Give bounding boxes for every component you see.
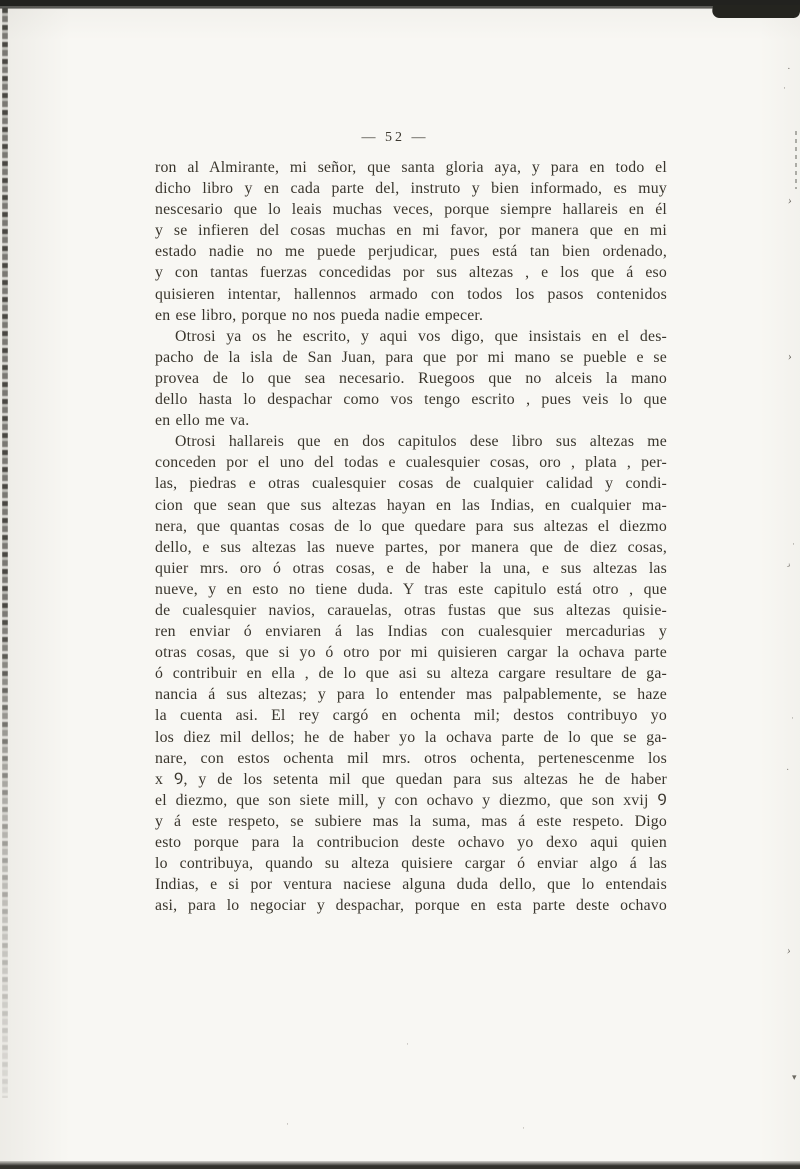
text-line: ren enviar ó enviaren á las Indias con cualesquier mercadurias y <box>155 623 667 641</box>
margin-dash-artifact <box>795 131 797 189</box>
text-line: y se infieren del cosas muchas en mi favor, por manera que en mi <box>155 222 667 240</box>
ink-speck: ▾ <box>792 1072 797 1082</box>
text-line: ó contribuir en ella , de lo que asi su alteza cargare resultare de ga- <box>155 665 667 683</box>
ink-speck: · <box>792 539 795 549</box>
ink-speck: · <box>783 83 786 93</box>
text-line: lo contribuya, quando su alteza quisiere cargar ó enviar algo á las <box>155 855 667 873</box>
text-line: pacho de la isla de San Juan, para que por mi mano se pueble e se <box>155 348 667 366</box>
text-line: dello, e sus altezas las nueve partes, por manera que de diez cosas, <box>155 538 667 556</box>
text-line: y con tantas fuerzas concedidas por sus altezas , e los que á eso <box>155 264 667 282</box>
text-line: nueve, y en esto no tiene duda. Y tras este capitulo está otro , que <box>155 580 667 598</box>
text-line: dello hasta lo despachar como vos tengo escrito , pues veis lo que <box>155 391 667 409</box>
ink-speck: › <box>787 192 793 208</box>
ink-speck: › <box>787 348 793 364</box>
text-line: esto porque para la contribucion deste ochavo yo dexo aqui quien <box>155 834 667 851</box>
ink-speck: · <box>522 1123 525 1133</box>
text-line: nera, que quantas cosas de lo que quedare para sus altezas el diezmo <box>155 517 667 535</box>
text-line: los diez mil dellos; he de haber yo la ochava parte de lo que se ga- <box>155 728 667 746</box>
text-line: el diezmo, que son siete mill, y con ochavo y diezmo, que son xvij Ꝯ <box>155 791 667 809</box>
text-line: nancia á sus altezas; y para lo entender mas palpablemente, se haze <box>155 686 667 704</box>
text-line: ron al Almirante, mi señor, que santa gloria aya, y para en todo el <box>155 159 667 176</box>
paragraph <box>155 326 667 431</box>
ink-speck: · <box>787 63 791 75</box>
paragraph <box>155 431 667 916</box>
text-line: cion que sean que sus altezas hayan en las Indias, en cualquier ma- <box>155 496 667 514</box>
text-line: la cuenta asi. El rey cargó en ochenta mil; destos contribuyo yo <box>155 707 667 725</box>
text-line: Otrosi ya os he escrito, y aqui vos digo, que insistais en el des- <box>175 327 667 345</box>
page-number: — 52 — <box>361 130 429 145</box>
text-line: dicho libro y en cada parte del, instruto y bien informado, es muy <box>155 180 667 198</box>
text-line: estado nadie no me puede perjudicar, pues está tan bien ordenado, <box>155 243 667 261</box>
text-line: conceden por el uno del todas e cualesquier cosas, oro , plata , per- <box>155 454 667 472</box>
ink-speck: · <box>786 765 790 776</box>
text-line: asi, para lo negociar y despachar, porque en esta parte deste ochavo <box>155 897 667 915</box>
scan-edge-bottom <box>0 1161 800 1169</box>
ink-speck: › <box>784 558 794 572</box>
text-line: nescesario que lo leais muchas veces, porque siempre hallareis en él <box>155 201 667 219</box>
scan-edge-top-blob <box>711 5 800 18</box>
text-line: en ello me va. <box>155 412 250 430</box>
text-line: las, piedras e otras cualesquier cosas de cualquier calidad y condi- <box>155 475 667 493</box>
text-line: quier mrs. oro ó otras cosas, e de haber la una, e sus altezas las <box>155 559 667 577</box>
text-line: Otrosi hallareis que en dos capitulos dese libro sus altezas me <box>175 433 667 451</box>
text-line: otras cosas, que si yo ó otro por mi quisieren cargar la ochava parte <box>155 644 667 662</box>
text-line: y á este respeto, se subiere mas la suma, mas á este respeto. Digo <box>155 812 667 830</box>
ink-speck: › <box>785 942 793 958</box>
ink-speck: · <box>286 1119 289 1129</box>
text-line: quisieren intentar, hallennos armado con todos los pasos contenidos <box>155 285 667 303</box>
ink-speck: · <box>791 713 794 723</box>
text-line: provea de lo que sea necesario. Ruegoos que no alceis la mano <box>155 369 667 387</box>
text-line: nare, con estos ochenta mil mrs. otros ochenta, pertenescenme los <box>155 749 667 767</box>
text-line: de cualesquier navios, carauelas, otras fustas que sus altezas quisie- <box>155 601 667 619</box>
text-line: en ese libro, porque no nos pueda nadie empecer. <box>155 306 484 324</box>
scan-edge-top <box>0 0 800 9</box>
paragraph <box>155 157 667 326</box>
text-line: x Ꝯ, y de los setenta mil que quedan para sus altezas he de haber <box>155 770 667 788</box>
ink-speck: · <box>406 1039 409 1049</box>
scan-edge-left-gutter <box>2 8 8 1098</box>
text-line: Indias, e si por ventura naciese alguna duda dello, que lo entendais <box>155 876 667 894</box>
page-text <box>155 157 667 916</box>
